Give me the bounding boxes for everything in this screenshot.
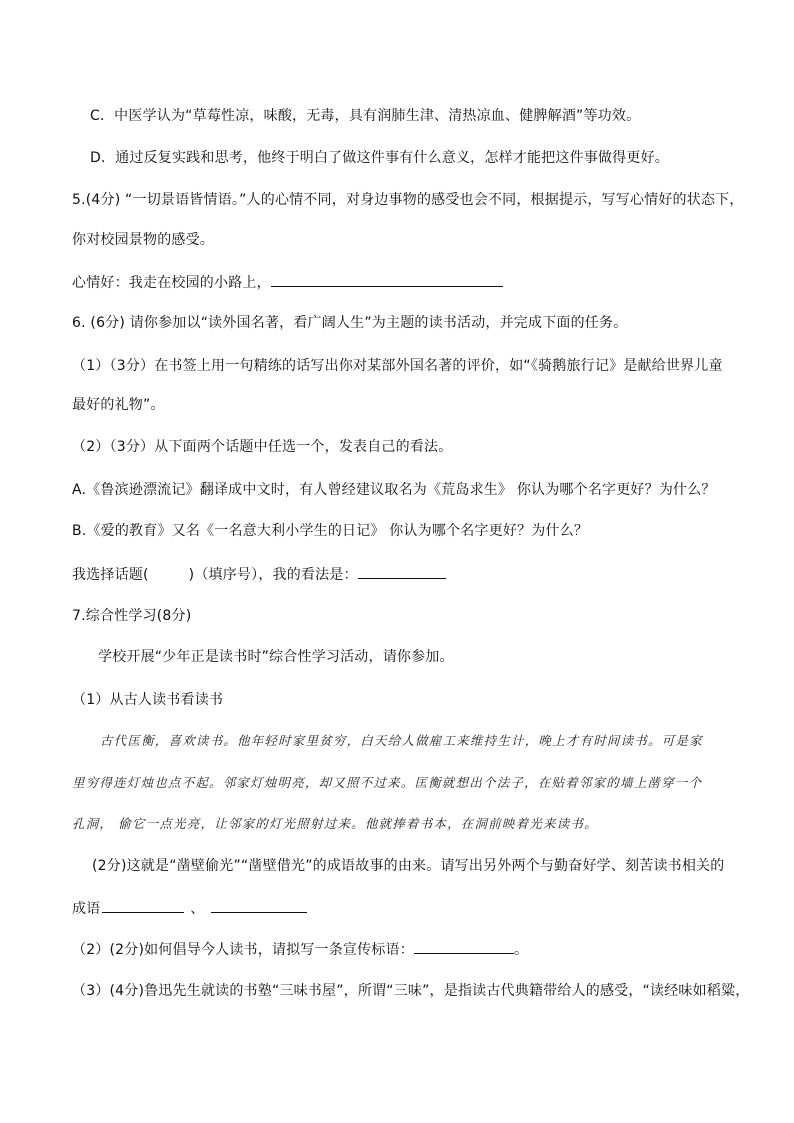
question-6-topic-b: B.《爱的教育》又名《一名意大利小学生的日记》 你认为哪个名字更好？为什么？	[72, 523, 589, 539]
story-line-2: 里穷得连灯烛也点不起。邻家灯烛明亮，却又照不过来。匡衡就想出个法子，在贴着邻家的墙上凿穿一个	[72, 775, 703, 790]
option-d: D．通过反复实践和思考，他终于明白了做这件事有什么意义，怎样才能把这件事做得更好。	[90, 150, 669, 166]
question-7-part1: （1）从古人读书看读书	[72, 692, 224, 708]
question-5-prompt-cont: 你对校园景物的感受。	[72, 232, 214, 248]
story-line-3: 孔洞， 偷它一点光亮，让邻家的灯光照射过来。他就捧着书本，在洞前映着光来读书。	[72, 816, 598, 831]
idiom-separator: 、	[190, 901, 205, 917]
answer-blank-idiom-1[interactable]	[102, 898, 184, 913]
question-6-part1-cont: 最好的礼物”。	[72, 397, 165, 413]
idiom-label: 成语	[72, 901, 101, 917]
story-line-1: 古代匡衡，喜欢读书。他年轻时家里贫穷，白天给人做雇工来维持生计，晚上才有时间读书。可是家	[100, 733, 703, 748]
question-6-topic-a: A.《鲁滨逊漂流记》翻译成中文时，有人曾经建议取名为《荒岛求生》 你认为哪个名字更好？为什么？	[72, 482, 716, 498]
choice-label-start: 我选择话题(	[72, 567, 149, 583]
question-7-intro: 学校开展“少年正是读书时”综合性学习活动，请你参加。	[98, 649, 454, 665]
question-7-part3: （3）(4分)鲁迅先生就读的书塾“三味书屋”，所谓“三味”，是指读古代典籍带给人的感受，“读经味如稻粱，	[72, 983, 750, 999]
question-7-idiom-prompt: (2分)这就是“凿壁偷光”“凿壁借光”的成语故事的由来。请写出另外两个与勤奋好学、刻苦读书相关的	[92, 858, 725, 874]
option-c: C．中医学认为“草莓性凉，味酸，无毒，具有润肺生津、清热凉血、健脾解酒”等功效。	[90, 108, 641, 124]
question-7-heading: 7.综合性学习(8分)	[72, 608, 192, 624]
question-6-choice-line	[72, 564, 446, 585]
slogan-end: 。	[513, 942, 529, 958]
slogan-label: （2）(2分)如何倡导今人读书，请拟写一条宣传标语：	[72, 942, 414, 958]
answer-blank-slogan[interactable]	[414, 939, 514, 954]
answer-blank-q5[interactable]	[271, 272, 503, 287]
question-6-prompt: 6. (6分) 请你参加以“读外国名著，看广阔人生”为主题的读书活动，并完成下面的任务。	[72, 315, 628, 331]
question-5-answer-label: 心情好：我走在校园的小路上，	[72, 275, 271, 291]
question-7-part2	[72, 939, 528, 960]
question-6-part2: （2）（3分）从下面两个话题中任选一个，发表自己的看法。	[72, 439, 453, 455]
choice-label-end: )（填序号），我的看法是：	[188, 567, 358, 583]
question-5-prompt: 5.(4分) “一切景语皆情语。”人的心情不同，对身边事物的感受也会不同，根据提示，写写心情好的状态下，	[72, 192, 744, 208]
question-7-idiom-line	[72, 898, 307, 919]
answer-blank-q6[interactable]	[358, 564, 446, 579]
question-5-answer-line	[72, 272, 503, 293]
answer-blank-idiom-2[interactable]	[211, 898, 307, 913]
question-6-part1: （1）（3分）在书签上用一句精练的话写出你对某部外国名著的评价，如“《骑鹅旅行记》是献给世界儿童	[72, 358, 723, 374]
